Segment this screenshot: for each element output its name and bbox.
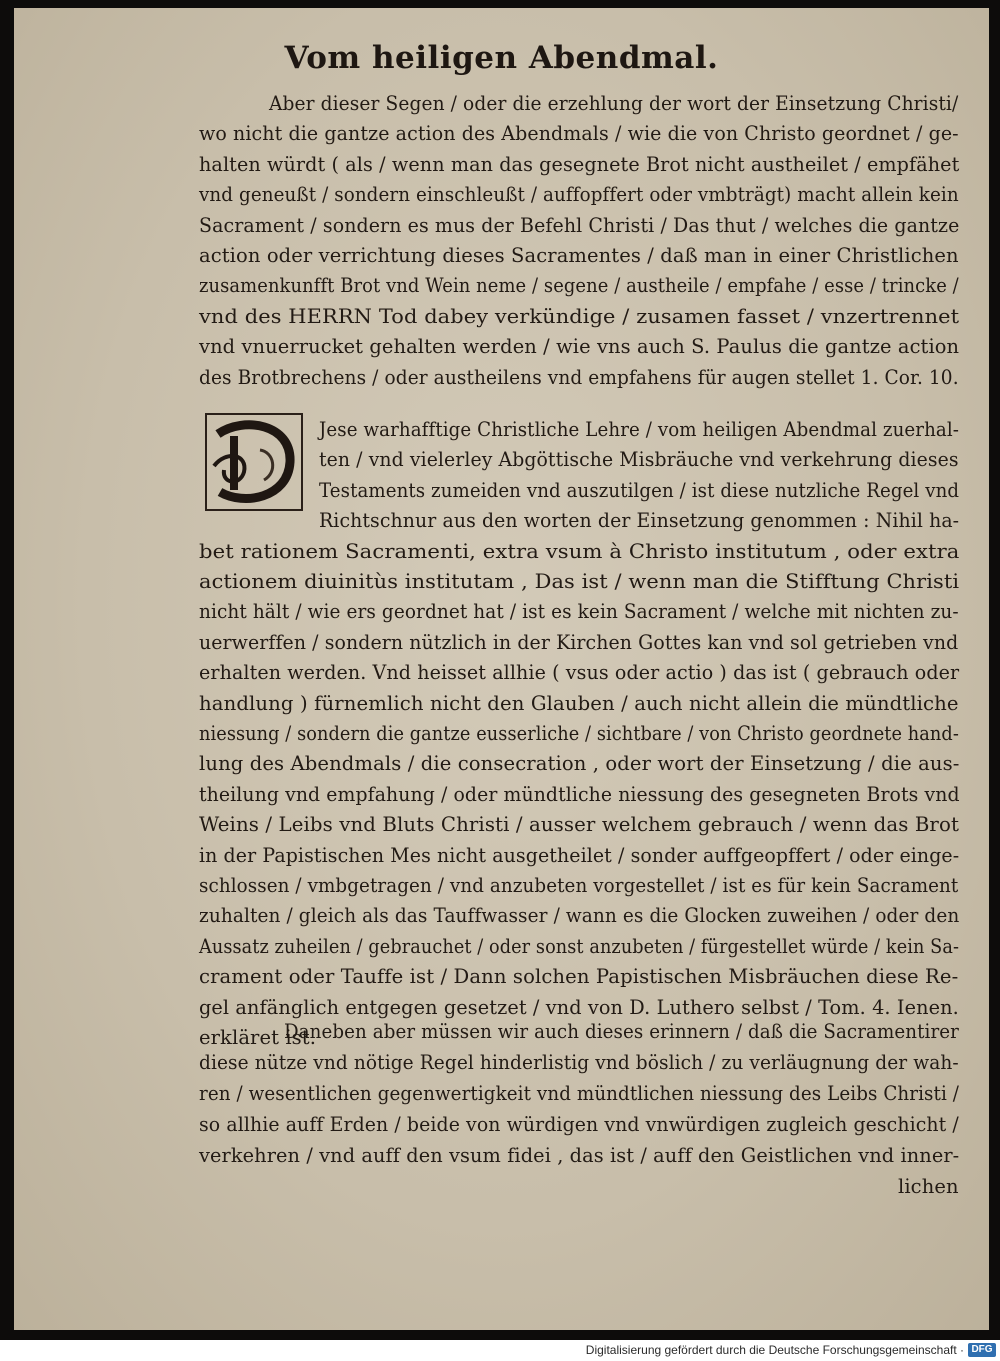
book-page [14,8,989,1330]
text-line: Daneben aber müssen wir auch dieses erinnern / daß die Sacramentirer [284,1020,959,1043]
dfg-logo: DFG [968,1343,996,1357]
text-line: so allhie auff Erden / beide von würdigen vnd vnwürdigen zugleich geschicht / [199,1113,959,1136]
funding-notice: Digitalisierung gefördert durch die Deutsche Forschungsgemeinschaft · [585,1343,964,1357]
text-line: lichen [898,1175,959,1198]
text-line: Sacrament / sondern es mus der Befehl Christi / Das thut / welches die gantze [199,213,960,237]
decorated-initial-d-icon [204,406,304,516]
text-line: erkläret ist. [199,1026,317,1049]
text-line: Weins / Leibs vnd Bluts Christi / ausser welchem gebrauch / wenn das Brot [199,813,959,837]
text-line: vnd des HERRN Tod dabey verkündige / zusamen fasset / vnzertrennet [199,304,960,328]
text-line: niessung / sondern die gantze eusserliche / sichtbare / von Christo geordnete hand- [199,722,959,745]
text-line: zuhalten / gleich als das Tauffwasser / wann es die Glocken zuweihen / oder den [199,904,960,928]
text-line: Aussatz zuheilen / gebrauchet / oder sonst anzubeten / fürgestellet würde / kein Sa- [199,934,960,958]
text-line: theilung vnd empfahung / oder mündtliche niessung des gesegneten Brots vnd [199,782,960,806]
text-line: gel anfänglich entgegen gesetzet / vnd von D. Luthero selbst / Tom. 4. Ienen. [199,995,959,1019]
text-line: action oder verrichtung dieses Sacramentes / daß man in einer Christlichen [199,244,959,267]
text-line: bet rationem Sacramenti, extra vsum à Christo institutum , oder extra [199,539,960,563]
page-title: Vom heiligen Abendmal. [284,40,719,76]
text-line: wo nicht die gantze action des Abendmals / wie die von Christo geordnet / ge- [199,122,959,146]
text-line: ten / vnd vielerley Abgöttische Misbräuche vnd verkehrung dieses [319,448,959,472]
text-line: Richtschnur aus den worten der Einsetzung genommen : Nihil ha- [319,509,960,533]
text-line: diese nütze vnd nötige Regel hinderlistig vnd böslich / zu verläugnung der wah- [199,1051,959,1074]
text-line: erhalten werden. Vnd heisset allhie ( vsus oder actio ) das ist ( gebrauch oder [199,661,960,685]
text-line: uerwerffen / sondern nützlich in der Kirchen Gottes kan vnd sol getrieben vnd [199,630,959,654]
text-line: nicht hält / wie ers geordnet hat / ist es kein Sacrament / welche mit nichten zu- [199,600,959,624]
text-line: ren / wesentlichen gegenwertigkeit vnd mündtlichen niessung des Leibs Christi / [199,1082,960,1105]
text-line: crament oder Tauffe ist / Dann solchen Papistischen Misbräuchen diese Re- [199,965,959,989]
text-line: verkehren / vnd auff den vsum fidei , das ist / auff den Geistlichen vnd inner- [199,1144,960,1167]
text-line: Jese warhafftige Christliche Lehre / vom heiligen Abendmal zuerhal- [319,418,960,441]
text-line: in der Papistischen Mes nicht ausgetheilet / sonder auffgeopffert / oder einge- [199,843,960,867]
text-line: vnd vnuerrucket gehalten werden / wie vns auch S. Paulus die gantze action [199,335,960,359]
footer-bar [0,1340,1000,1361]
text-line: schlossen / vmbgetragen / vnd anzubeten vorgestellet / ist es für kein Sacrament [199,874,959,897]
text-line: vnd geneußt / sondern einschleußt / auffopffert oder vmbträgt) macht allein kein [199,183,959,207]
text-line: zusamenkunfft Brot vnd Wein neme / segene / austheile / empfahe / esse / trincke / [199,274,959,298]
text-line: actionem diuinitùs institutam , Das ist / wenn man die Stifftung Christi [199,570,960,593]
text-line: handlung ) fürnemlich nicht den Glauben / auch nicht allein die mündtliche [199,691,959,715]
text-line: Aber dieser Segen / oder die erzehlung der wort der Einsetzung Christi/ [269,92,959,115]
text-line: lung des Abendmals / die consecration , oder wort der Einsetzung / die aus- [199,752,960,776]
text-line: des Brotbrechens / oder austheilens vnd empfahens für augen stellet 1. Cor. 10. [199,365,959,389]
text-line: halten würdt ( als / wenn man das gesegnete Brot nicht austheilet / empfähet [199,152,960,176]
text-line: Testaments zumeiden vnd auszutilgen / ist diese nutzliche Regel vnd [319,478,960,502]
